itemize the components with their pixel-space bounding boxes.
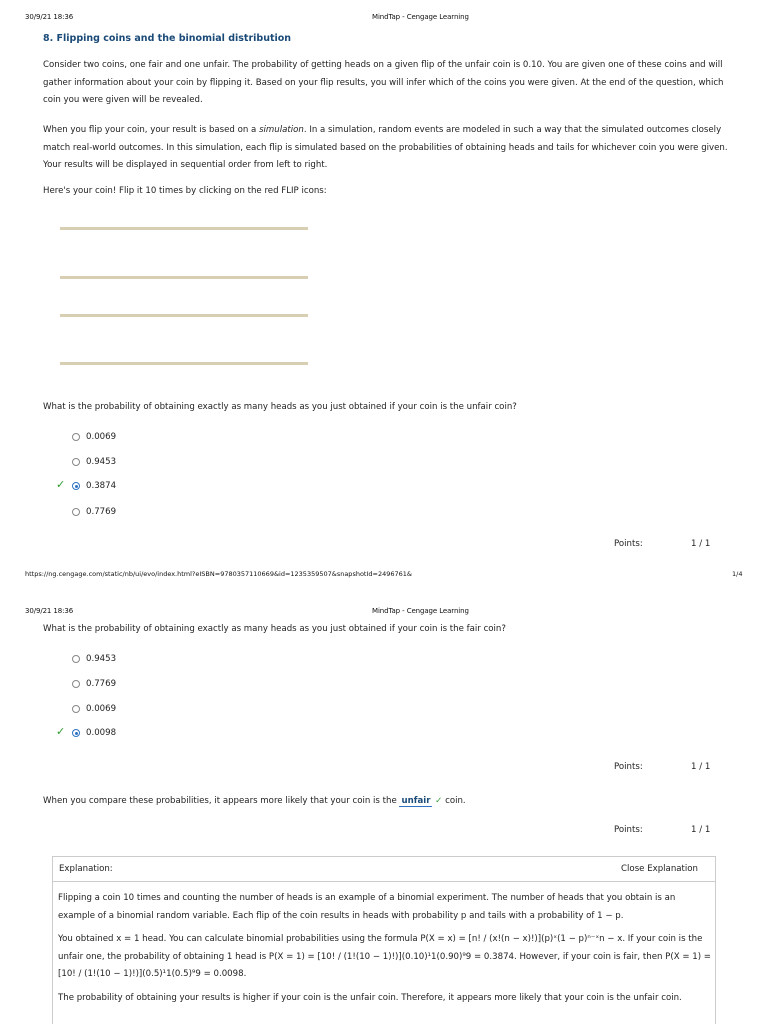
checkmark-icon: ✓ — [56, 725, 66, 738]
coin-answer-dropdown[interactable]: unfair — [401, 796, 431, 806]
radio-empty-icon[interactable] — [72, 680, 80, 688]
explanation-panel — [52, 856, 716, 1024]
explanation-header — [53, 857, 715, 882]
question-unfair-text: What is the probability of obtaining exactly as many heads as you just obtained if your coin is the unfair coin? — [43, 402, 517, 412]
answer-option[interactable] — [72, 507, 116, 517]
compare-sentence — [43, 793, 728, 811]
compare-text-a: When you compare these probabilities, it appears more likely that your coin is the — [43, 796, 397, 806]
answer-option-label: 0.9453 — [86, 457, 117, 467]
radio-empty-icon[interactable] — [72, 705, 80, 713]
answer-option-label: 0.0098 — [86, 728, 117, 738]
answer-option[interactable] — [72, 704, 116, 714]
print-header-title: MindTap - Cengage Learning — [372, 607, 469, 615]
explanation-paragraph: The probability of obtaining your results is higher if your coin is the unfair coin. Therefore, it appears more likely that your coin is the unfair coin. — [58, 992, 682, 1003]
print-footer-url: https://ng.cengage.com/static/nb/ui/evo/index.html?eISBN=9780357110669&id=1235359507&snapshotId=2496761& — [25, 570, 412, 578]
radio-empty-icon[interactable] — [72, 458, 80, 466]
radio-empty-icon[interactable] — [72, 508, 80, 516]
checkmark-icon: ✓ — [56, 478, 66, 491]
answer-option-label: 0.7769 — [86, 507, 117, 517]
radio-selected-icon[interactable] — [72, 482, 80, 490]
intro-text: Consider two coins, one fair and one unfair. The probability of getting heads on a given flip of the unfair coin is 0.10. You are given one of these coins and will gather information about your coin by flipping it. Based on your flip results, you will infer which of the coins you were given. At the end of the question, which coin you were given will be revealed. — [43, 60, 724, 105]
points-value: 1 / 1 — [691, 762, 711, 772]
answer-option[interactable] — [72, 457, 116, 467]
close-explanation-button[interactable]: Close Explanation — [621, 864, 698, 874]
question-unfair-coin — [43, 399, 728, 417]
answer-option-label: 0.0069 — [86, 432, 117, 442]
points-label: Points: — [614, 762, 643, 772]
flip-row-line — [60, 314, 308, 317]
answer-option-label: 0.3874 — [86, 481, 117, 491]
answer-option[interactable] — [72, 432, 116, 442]
question-fair-coin — [43, 621, 728, 639]
flip-row-line — [60, 362, 308, 365]
answer-option[interactable] — [72, 654, 116, 664]
simulation-paragraph — [43, 122, 728, 175]
answer-option-label: 0.9453 — [86, 654, 117, 664]
answer-option[interactable] — [56, 725, 117, 738]
intro-paragraph — [43, 57, 728, 110]
question-fair-text: What is the probability of obtaining exactly as many heads as you just obtained if your coin is the fair coin? — [43, 624, 506, 634]
points-label: Points: — [614, 539, 643, 549]
flip-instruction — [43, 183, 728, 201]
points-value: 1 / 1 — [691, 539, 711, 549]
answer-option-label: 0.0069 — [86, 704, 117, 714]
simulation-term: simulation — [259, 125, 304, 135]
print-header-datetime: 30/9/21 18:36 — [25, 607, 74, 615]
explanation-body — [58, 890, 712, 1013]
compare-text-b: coin. — [445, 796, 466, 806]
explanation-paragraph: Flipping a coin 10 times and counting the number of heads is an example of a binomial experiment. The number of heads that you obtain is an example of a binomial random variable. Each flip of the coin results in heads with probability p and tails with a probability of 1 − p. — [58, 893, 676, 921]
points-value: 1 / 1 — [691, 825, 711, 835]
flip-row-line — [60, 276, 308, 279]
explanation-paragraph: You obtained x = 1 head. You can calculate binomial probabilities using the formula P(X = x) = [n! / (x!(n − x)!)](p)ˣ(1 − p)ⁿ⁻ˣn − x. If your coin is the unfair one, the probability of obtaining 1 head is P(X = 1) = [10! / (1!(10 − 1)!)](0.10)¹1(0.90)⁹9 = 0.3874. However, if your coin is fair, then P(X = 1) = [10! / (1!(10 − 1)!)](0.5)¹1(0.5)⁹9 = 0.0098. — [58, 934, 712, 979]
radio-empty-icon[interactable] — [72, 655, 80, 663]
flip-instruction-text: Here's your coin! Flip it 10 times by clicking on the red FLIP icons: — [43, 186, 327, 196]
section-title: 8. Flipping coins and the binomial distribution — [43, 33, 292, 44]
points-label: Points: — [614, 825, 643, 835]
radio-selected-icon[interactable] — [72, 729, 80, 737]
explanation-label: Explanation: — [59, 864, 113, 874]
radio-empty-icon[interactable] — [72, 433, 80, 441]
answer-option[interactable] — [72, 679, 116, 689]
print-header-datetime: 30/9/21 18:36 — [25, 13, 74, 21]
checkmark-icon: ✓ — [435, 796, 443, 806]
print-header-title: MindTap - Cengage Learning — [372, 13, 469, 21]
flip-row-line — [60, 227, 308, 230]
answer-option[interactable] — [56, 478, 117, 491]
simulation-text-a: When you flip your coin, your result is based on a — [43, 125, 260, 135]
print-footer-page: 1/4 — [732, 570, 743, 578]
simulation-text-b: . In a simulation, random events are modeled in such a way that the simulated outcomes closely match real-world outcomes. In this simulation, each flip is simulated based on the probabilities of obtaining heads and tails for whichever coin you were given. Your results will be displayed in sequential order from left to right. — [43, 125, 728, 170]
answer-option-label: 0.7769 — [86, 679, 117, 689]
